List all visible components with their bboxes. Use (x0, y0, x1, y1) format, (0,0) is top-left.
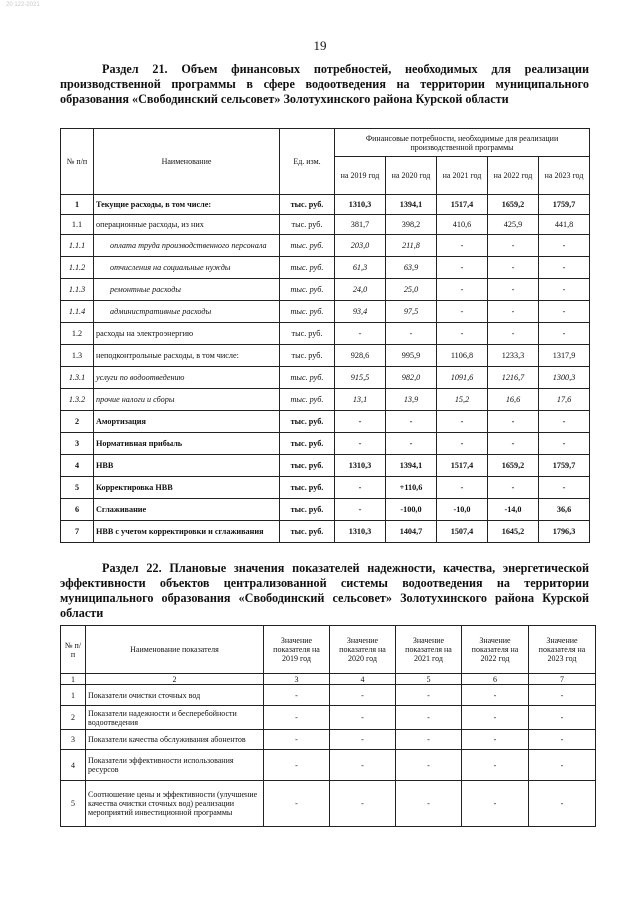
year-header: на 2022 год (488, 157, 539, 195)
year-header: на 2021 год (437, 157, 488, 195)
column-header-number: № п/п (61, 129, 94, 195)
row-value: 36,6 (539, 499, 590, 521)
table-row (61, 323, 590, 345)
year-header: Значение показателя на 2022 год (462, 626, 529, 674)
column-header-number: № п/п (61, 626, 86, 674)
row-value: 15,2 (437, 389, 488, 411)
year-header: Значение показателя на 2020 год (330, 626, 396, 674)
year-header: Значение показателя на 2023 год (529, 626, 596, 674)
row-name: оплата труда производственного персонала (94, 235, 280, 257)
row-value: 13,1 (335, 389, 386, 411)
row-unit: тыс. руб. (280, 499, 335, 521)
row-value: 1394,1 (386, 195, 437, 215)
row-number: 1.2 (61, 323, 94, 345)
row-number: 1.1.2 (61, 257, 94, 279)
row-name: Показатели эффективности использования ресурсов (86, 750, 264, 781)
row-value: - (539, 279, 590, 301)
row-number: 1 (61, 195, 94, 215)
row-value: 1759,7 (539, 195, 590, 215)
row-value: 1216,7 (488, 367, 539, 389)
row-value: - (488, 411, 539, 433)
row-name: услуги по водоотведению (94, 367, 280, 389)
row-value: - (462, 781, 529, 827)
row-value: - (539, 477, 590, 499)
financial-needs-table (60, 128, 590, 543)
table-row (61, 301, 590, 323)
row-name: Соотношение цены и эффективности (улучшение качества очистки сточных вод) реализации мероприятий инвестиционной программы (86, 781, 264, 827)
row-value: - (264, 730, 330, 750)
row-value: - (396, 730, 462, 750)
row-value: - (488, 235, 539, 257)
row-value: - (462, 685, 529, 706)
row-value: 61,3 (335, 257, 386, 279)
row-number: 3 (61, 730, 86, 750)
row-value: - (330, 750, 396, 781)
year-header: Значение показателя на 2021 год (396, 626, 462, 674)
row-unit: тыс. руб. (280, 235, 335, 257)
row-value: - (335, 477, 386, 499)
row-value: - (330, 685, 396, 706)
row-value: - (539, 257, 590, 279)
row-name: административные расходы (94, 301, 280, 323)
table-row (61, 521, 590, 543)
row-name: Сглаживание (94, 499, 280, 521)
year-header: на 2020 год (386, 157, 437, 195)
row-value: -10,0 (437, 499, 488, 521)
row-value: 1091,6 (437, 367, 488, 389)
row-value: - (462, 730, 529, 750)
row-value: - (488, 433, 539, 455)
column-group-header: Финансовые потребности, необходимые для реализации производственной программы (335, 129, 590, 157)
row-value: - (335, 433, 386, 455)
section-21-heading: Раздел 21. Объем финансовых потребностей, необходимых для реализации производственной программы в сфере водоотведения на территории муниципального образования «Свободинский сельсовет» Золотухинского района Курской области (60, 62, 589, 106)
row-name: неподконтрольные расходы, в том числе: (94, 345, 280, 367)
table-row (61, 215, 590, 235)
row-value: - (529, 706, 596, 730)
row-value: - (539, 323, 590, 345)
row-value: 1517,4 (437, 195, 488, 215)
row-value: - (335, 499, 386, 521)
row-value: 982,0 (386, 367, 437, 389)
row-number: 4 (61, 455, 94, 477)
row-value: - (437, 235, 488, 257)
row-value: 1106,8 (437, 345, 488, 367)
row-value: 63,9 (386, 257, 437, 279)
row-name: расходы на электроэнергию (94, 323, 280, 345)
table-row (61, 433, 590, 455)
row-name: операционные расходы, из них (94, 215, 280, 235)
column-number: 6 (462, 674, 529, 685)
row-number: 1.3.1 (61, 367, 94, 389)
row-value: - (539, 433, 590, 455)
row-name: НВВ (94, 455, 280, 477)
row-number: 5 (61, 477, 94, 499)
row-unit: тыс. руб. (280, 279, 335, 301)
row-value: 1394,1 (386, 455, 437, 477)
row-unit: тыс. руб. (280, 411, 335, 433)
page-number: 19 (313, 38, 327, 53)
row-name: Корректировка НВВ (94, 477, 280, 499)
row-value: - (488, 477, 539, 499)
row-value: 398,2 (386, 215, 437, 235)
row-unit: тыс. руб. (280, 301, 335, 323)
row-value: - (335, 323, 386, 345)
row-value: - (539, 301, 590, 323)
row-number: 1 (61, 685, 86, 706)
row-number: 2 (61, 411, 94, 433)
row-value: 1310,3 (335, 455, 386, 477)
row-number: 5 (61, 781, 86, 827)
row-value: - (462, 750, 529, 781)
row-value: - (488, 323, 539, 345)
row-value: 1310,3 (335, 521, 386, 543)
row-value: - (335, 411, 386, 433)
row-number: 2 (61, 706, 86, 730)
column-number: 2 (86, 674, 264, 685)
row-number: 1.3 (61, 345, 94, 367)
row-value: - (437, 477, 488, 499)
column-number: 5 (396, 674, 462, 685)
row-value: - (396, 706, 462, 730)
table-row (61, 411, 590, 433)
row-value: +110,6 (386, 477, 437, 499)
row-number: 1.1.4 (61, 301, 94, 323)
row-value: - (264, 781, 330, 827)
row-unit: тыс. руб. (280, 323, 335, 345)
table-row (61, 257, 590, 279)
column-number: 3 (264, 674, 330, 685)
column-header-name: Наименование (94, 129, 280, 195)
table-row (61, 477, 590, 499)
row-value: - (539, 411, 590, 433)
row-value: - (488, 279, 539, 301)
row-value: 1659,2 (488, 195, 539, 215)
row-value: - (386, 323, 437, 345)
row-number: 1.1.3 (61, 279, 94, 301)
row-value: -14,0 (488, 499, 539, 521)
row-name: прочие налоги и сборы (94, 389, 280, 411)
table-row (61, 455, 590, 477)
row-unit: тыс. руб. (280, 257, 335, 279)
row-value: 425,9 (488, 215, 539, 235)
row-name: Амортизация (94, 411, 280, 433)
row-value: - (386, 411, 437, 433)
row-value: - (386, 433, 437, 455)
row-name: Показатели очистки сточных вод (86, 685, 264, 706)
row-value: - (437, 279, 488, 301)
row-value: - (396, 750, 462, 781)
table-row (61, 685, 596, 706)
row-name: Показатели надежности и бесперебойности водоотведения (86, 706, 264, 730)
row-value: 1404,7 (386, 521, 437, 543)
row-name: Показатели качества обслуживания абонентов (86, 730, 264, 750)
row-value: 441,8 (539, 215, 590, 235)
year-header: на 2023 год (539, 157, 590, 195)
row-value: - (264, 750, 330, 781)
row-number: 3 (61, 433, 94, 455)
row-name: Текущие расходы, в том числе: (94, 195, 280, 215)
row-unit: тыс. руб. (280, 367, 335, 389)
table-row (61, 195, 590, 215)
table-row (61, 279, 590, 301)
column-header-unit: Ед. изм. (280, 129, 335, 195)
row-name: Нормативная прибыль (94, 433, 280, 455)
table-row (61, 345, 590, 367)
row-value: - (437, 411, 488, 433)
row-name: ремонтные расходы (94, 279, 280, 301)
row-unit: тыс. руб. (280, 345, 335, 367)
row-value: - (529, 750, 596, 781)
row-value: 16,6 (488, 389, 539, 411)
row-name: отчисления на социальные нужды (94, 257, 280, 279)
year-header: Значение показателя на 2019 год (264, 626, 330, 674)
table-row (61, 706, 596, 730)
row-value: - (264, 685, 330, 706)
row-number: 7 (61, 521, 94, 543)
row-number: 1.3.2 (61, 389, 94, 411)
row-value: 1233,3 (488, 345, 539, 367)
row-unit: тыс. руб. (280, 455, 335, 477)
table-row (61, 367, 590, 389)
column-number: 1 (61, 674, 86, 685)
row-value: - (488, 301, 539, 323)
row-value: - (529, 685, 596, 706)
row-number: 6 (61, 499, 94, 521)
row-unit: тыс. руб. (280, 433, 335, 455)
row-value: 211,8 (386, 235, 437, 257)
row-number: 1.1 (61, 215, 94, 235)
row-value: 203,0 (335, 235, 386, 257)
row-value: 381,7 (335, 215, 386, 235)
row-value: - (437, 323, 488, 345)
row-value: 410,6 (437, 215, 488, 235)
table-row (61, 235, 590, 257)
row-value: - (529, 730, 596, 750)
row-unit: тыс. руб. (280, 389, 335, 411)
row-name: НВВ с учетом корректировки и сглаживания (94, 521, 280, 543)
column-number: 4 (330, 674, 396, 685)
row-unit: тыс. руб. (280, 477, 335, 499)
row-value: 93,4 (335, 301, 386, 323)
row-value: 1659,2 (488, 455, 539, 477)
row-value: - (437, 257, 488, 279)
row-value: 25,0 (386, 279, 437, 301)
row-value: 1507,4 (437, 521, 488, 543)
row-number: 4 (61, 750, 86, 781)
row-value: - (462, 706, 529, 730)
row-value: - (264, 706, 330, 730)
row-value: 17,6 (539, 389, 590, 411)
row-unit: тыс. руб. (280, 195, 335, 215)
row-value: 995,9 (386, 345, 437, 367)
row-value: 1645,2 (488, 521, 539, 543)
row-value: - (488, 257, 539, 279)
row-value: 1310,3 (335, 195, 386, 215)
row-value: 1317,9 (539, 345, 590, 367)
row-unit: тыс. руб. (280, 521, 335, 543)
row-value: - (330, 730, 396, 750)
row-number: 1.1.1 (61, 235, 94, 257)
row-value: - (437, 301, 488, 323)
document-stamp: 20 122-2021 (6, 2, 40, 8)
row-value: - (437, 433, 488, 455)
table-row (61, 389, 590, 411)
row-value: - (539, 235, 590, 257)
row-value: 24,0 (335, 279, 386, 301)
table-row (61, 781, 596, 827)
indicators-table (60, 625, 596, 827)
table-row (61, 750, 596, 781)
row-value: - (529, 781, 596, 827)
row-value: - (396, 781, 462, 827)
column-number: 7 (529, 674, 596, 685)
row-value: - (396, 685, 462, 706)
section-22-heading: Раздел 22. Плановые значения показателей надежности, качества, энергетической эффективности объектов централизованной системы водоотведения на территории муниципального образования «Свободинский сельсовет» Золотухинского района Курской области (60, 561, 589, 620)
table-row (61, 499, 590, 521)
row-unit: тыс. руб. (280, 215, 335, 235)
row-value: 1517,4 (437, 455, 488, 477)
row-value: 97,5 (386, 301, 437, 323)
row-value: 1759,7 (539, 455, 590, 477)
row-value: 13,9 (386, 389, 437, 411)
table-row (61, 730, 596, 750)
row-value: 928,6 (335, 345, 386, 367)
column-header-indicator: Наименование показателя (86, 626, 264, 674)
row-value: - (330, 706, 396, 730)
row-value: -100,0 (386, 499, 437, 521)
row-value: 915,5 (335, 367, 386, 389)
year-header: на 2019 год (335, 157, 386, 195)
row-value: - (330, 781, 396, 827)
row-value: 1300,3 (539, 367, 590, 389)
row-value: 1796,3 (539, 521, 590, 543)
